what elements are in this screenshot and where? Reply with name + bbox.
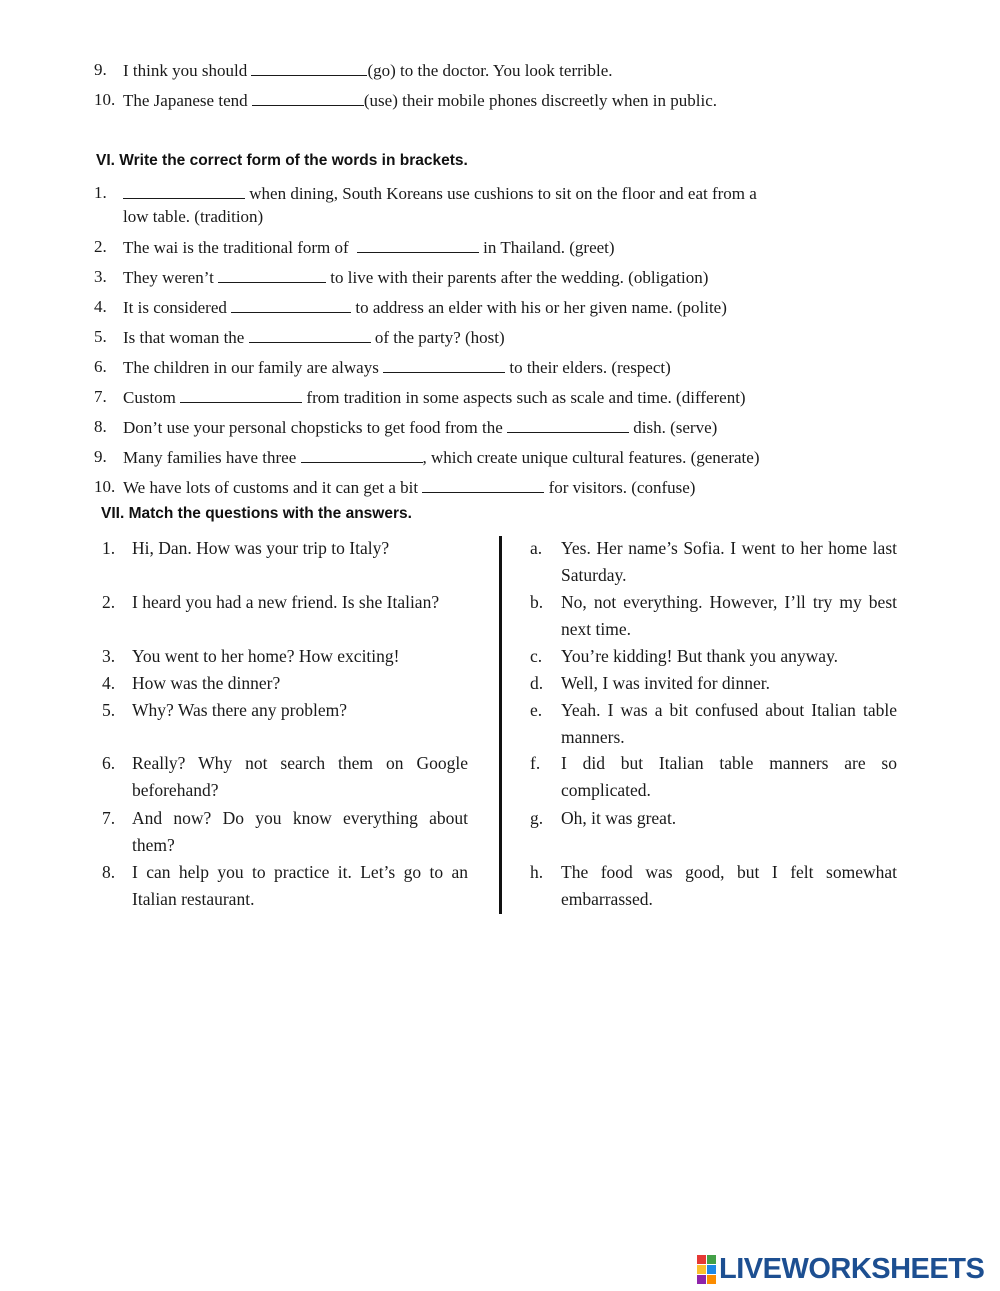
item-text-after: to address an elder with his or her given name. (polite): [355, 298, 727, 317]
answer-blank[interactable]: [180, 387, 302, 403]
item-text-after: dish. (serve): [633, 418, 718, 437]
item-text-after: when dining, South Koreans use cushions to sit on the floor and eat from a: [249, 184, 757, 203]
item-text-before: Don’t use your personal chopsticks to get food from the: [123, 418, 503, 437]
item-text-after: to live with their parents after the wedding. (obligation): [330, 268, 709, 287]
item-text-after: of the party? (host): [374, 328, 505, 347]
answer-blank[interactable]: [383, 357, 505, 373]
answer-text: Yeah. I was a bit confused about Italian table manners.: [561, 700, 897, 747]
answer-text: Yes. Her name’s Sofia. I went to her home last Saturday.: [561, 538, 897, 585]
question-number: 2.: [102, 592, 116, 612]
item-text-before: It is considered: [123, 298, 227, 317]
logo-text: LIVEWORKSHEETS: [719, 1252, 985, 1285]
item-text-before: Many families have three: [123, 448, 297, 467]
answer-letter: e.: [530, 700, 543, 720]
answer-blank[interactable]: [251, 60, 367, 76]
question-number: 5.: [102, 700, 116, 720]
item-text-after: (use) their mobile phones discreetly when in public.: [363, 91, 718, 110]
question-text: You went to her home? How exciting!: [132, 646, 400, 666]
item-number: 1.: [94, 183, 107, 202]
answer-letter: b.: [530, 592, 544, 612]
item-number: 9.: [94, 60, 107, 79]
answer-blank[interactable]: [231, 297, 351, 313]
logo-tile: [697, 1255, 706, 1264]
answer-text: I did but Italian table manners are so complicated.: [561, 753, 897, 800]
answer-letter: g.: [530, 808, 544, 828]
answer-text: You’re kidding! But thank you anyway.: [561, 646, 839, 666]
question-text: And now? Do you know everything about them?: [132, 808, 468, 855]
logo-tile: [707, 1265, 716, 1274]
item-number: 6.: [94, 357, 107, 376]
question-text: Really? Why not search them on Google beforehand?: [132, 753, 468, 800]
item-text-before: The Japanese tend: [123, 91, 248, 110]
answer-text: The food was good, but I felt somewhat embarrassed.: [561, 862, 897, 909]
question-number: 6.: [102, 753, 116, 773]
question-text: How was the dinner?: [132, 673, 281, 693]
question-number: 8.: [102, 862, 116, 882]
item-text-before: Custom: [123, 388, 176, 407]
question-number: 3.: [102, 646, 116, 666]
answer-letter: c.: [530, 646, 543, 666]
item-number: 2.: [94, 237, 107, 256]
item-number: 10.: [94, 477, 116, 496]
item-text-continued: low table. (tradition): [123, 207, 264, 226]
answer-text: Well, I was invited for dinner.: [561, 673, 771, 693]
item-text-after: to their elders. (respect): [509, 358, 671, 377]
answer-letter: f.: [530, 753, 541, 773]
question-number: 4.: [102, 673, 116, 693]
item-number: 10.: [94, 90, 116, 109]
item-text-after: from tradition in some aspects such as scale and time. (different): [306, 388, 746, 407]
answer-letter: h.: [530, 862, 544, 882]
section7-heading: VII. Match the questions with the answers.: [101, 505, 412, 522]
question-text: I heard you had a new friend. Is she Italian?: [132, 592, 440, 612]
item-text-after: in Thailand. (greet): [483, 238, 615, 257]
answer-blank[interactable]: [123, 183, 245, 199]
item-number: 4.: [94, 297, 107, 316]
item-number: 3.: [94, 267, 107, 286]
answer-text: Oh, it was great.: [561, 808, 677, 828]
liveworksheets-logo: [697, 1252, 984, 1286]
question-number: 7.: [102, 808, 116, 828]
answer-blank[interactable]: [252, 90, 364, 106]
item-number: 9.: [94, 447, 107, 466]
column-divider: [499, 536, 502, 914]
item-text-before: The children in our family are always: [123, 358, 379, 377]
answer-blank[interactable]: [357, 237, 479, 253]
answer-text: No, not everything. However, I’ll try my best next time.: [561, 592, 897, 639]
answer-letter: a.: [530, 538, 543, 558]
item-text-before: Is that woman the: [123, 328, 245, 347]
logo-tiles-icon: [697, 1255, 716, 1284]
answer-blank[interactable]: [218, 267, 326, 283]
answer-blank[interactable]: [507, 417, 629, 433]
section6-heading: VI. Write the correct form of the words in brackets.: [96, 152, 468, 169]
item-number: 7.: [94, 387, 107, 406]
item-text-after: for visitors. (confuse): [548, 478, 696, 497]
question-number: 1.: [102, 538, 116, 558]
item-text-after: , which create unique cultural features. (generate): [422, 448, 760, 467]
answer-letter: d.: [530, 673, 544, 693]
question-text: Hi, Dan. How was your trip to Italy?: [132, 538, 390, 558]
logo-tile: [697, 1275, 706, 1284]
question-text: I can help you to practice it. Let’s go to an Italian restaurant.: [132, 862, 468, 909]
logo-tile: [707, 1275, 716, 1284]
question-text: Why? Was there any problem?: [132, 700, 347, 720]
answer-blank[interactable]: [301, 447, 423, 463]
answer-blank[interactable]: [422, 477, 544, 493]
item-text-before: The wai is the traditional form of: [123, 238, 349, 257]
s6-item-1-cont: [123, 207, 263, 227]
item-text-before: I think you should: [123, 61, 248, 80]
item-text-after: (go) to the doctor. You look terrible.: [367, 61, 613, 80]
item-number: 5.: [94, 327, 107, 346]
item-text-before: We have lots of customs and it can get a bit: [123, 478, 419, 497]
item-text-before: They weren’t: [123, 268, 214, 287]
item-number: 8.: [94, 417, 107, 436]
logo-tile: [707, 1255, 716, 1264]
logo-tile: [697, 1265, 706, 1274]
answer-blank[interactable]: [249, 327, 371, 343]
